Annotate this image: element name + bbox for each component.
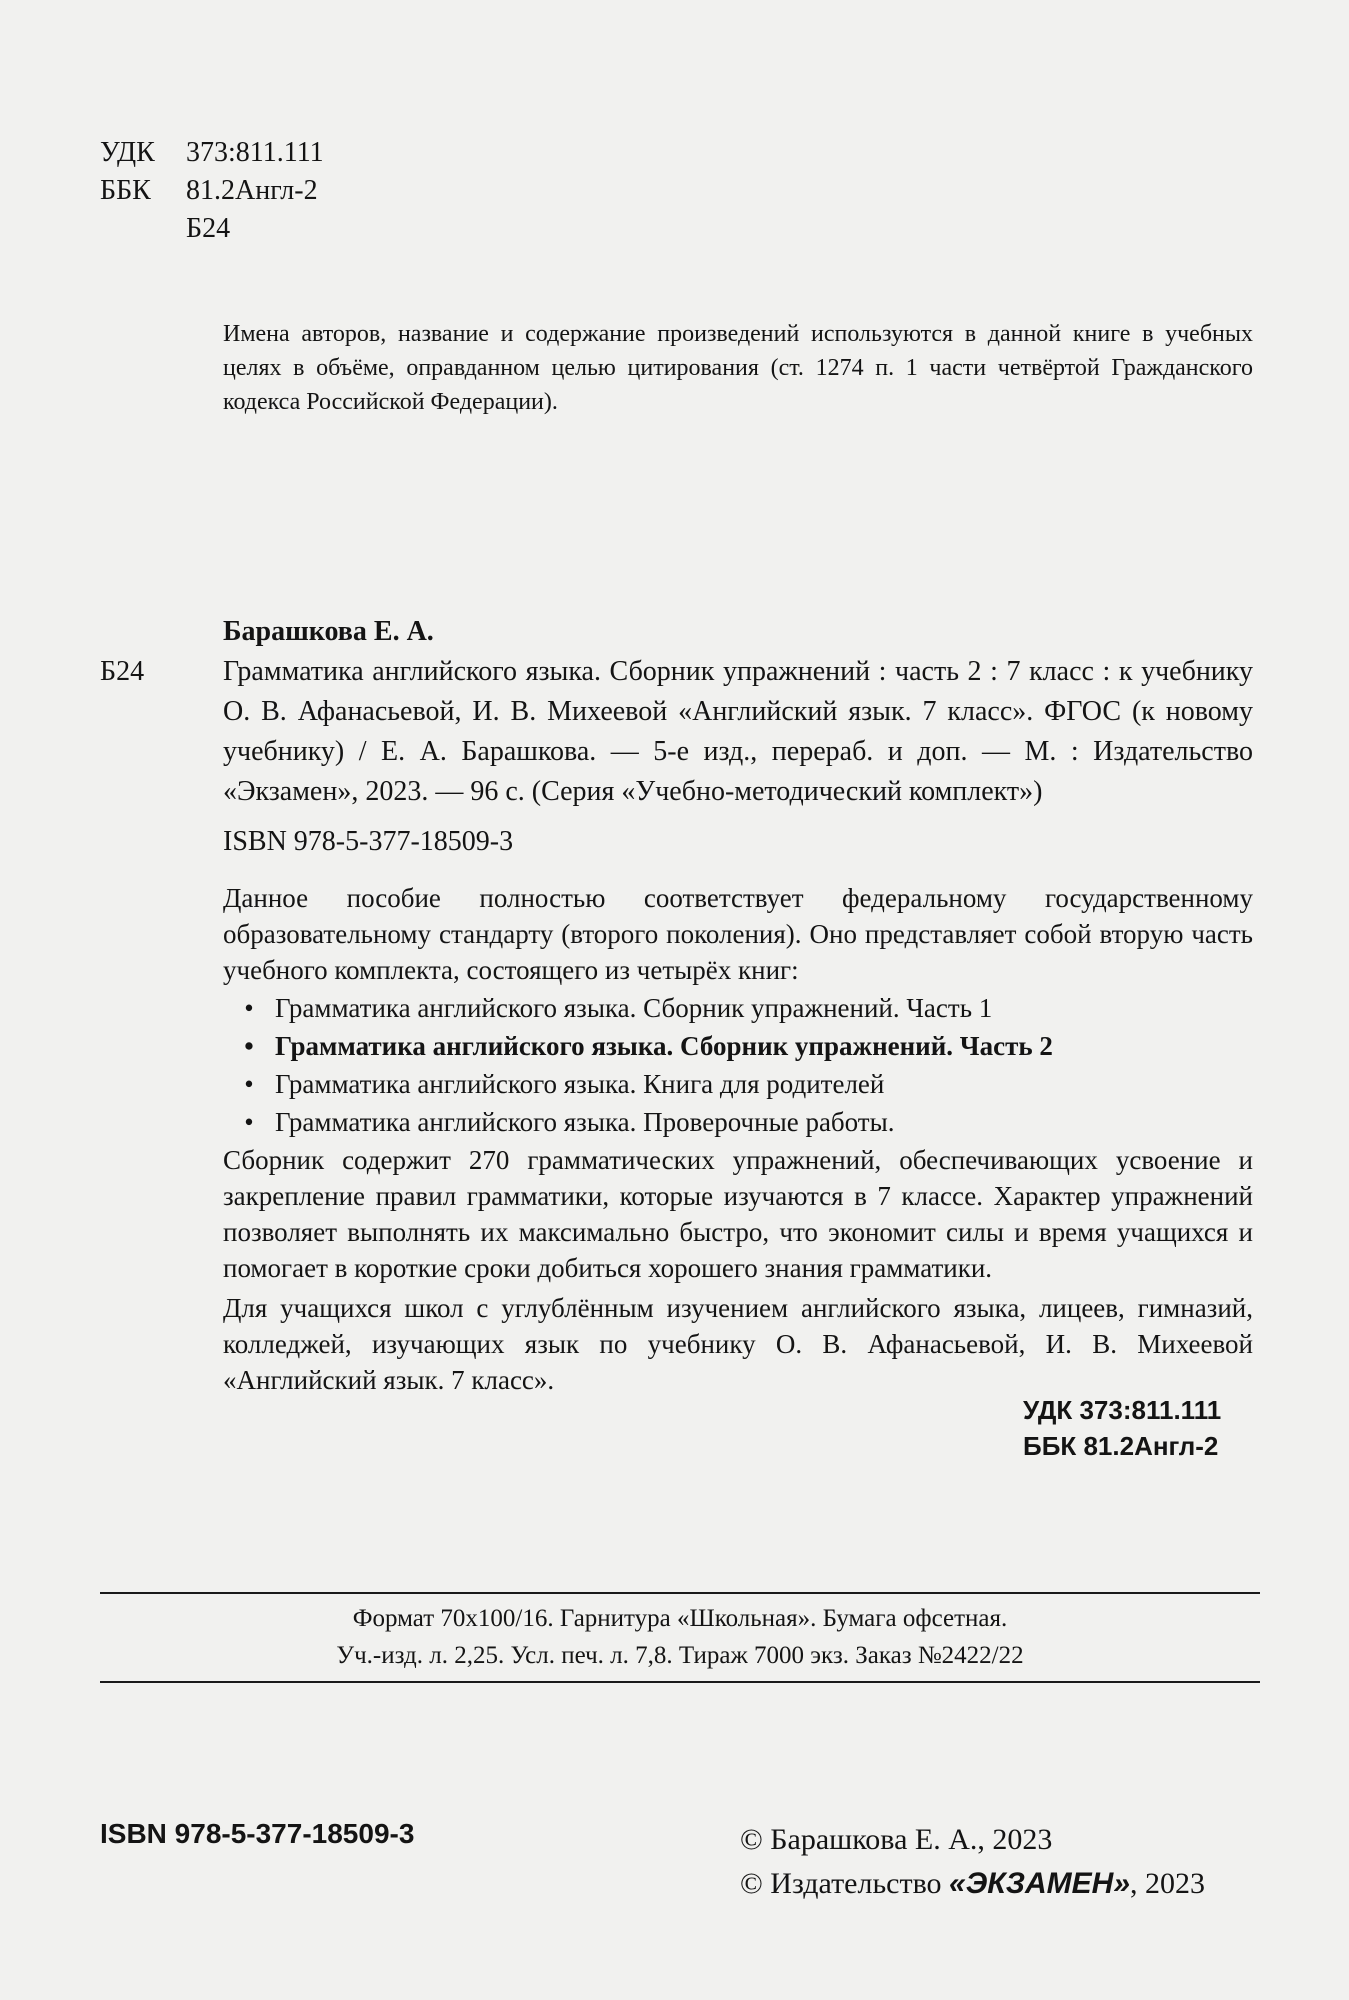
catalog-author: Барашкова Е. А. bbox=[223, 616, 434, 647]
bbk-row bbox=[100, 172, 324, 210]
copyright-author: © Барашкова Е. А., 2023 bbox=[740, 1823, 1053, 1856]
annotation-intro: Данное пособие полностью соответствует федеральному государственному образовательному стандарту (второго поколения). Оно представляет собой вторую часть учебного комплекта, состоящего из четырёх книг: bbox=[223, 883, 1253, 985]
footer-copyrights bbox=[740, 1818, 1205, 1906]
imprint-bottom-rule bbox=[100, 1681, 1260, 1683]
book-title: Грамматика английского языка. Книга для родителей bbox=[275, 1069, 885, 1099]
annotation-audience: Для учащихся школ с углублённым изучением английского языка, лицеев, гимназий, колледжей, изучающих язык по учебнику О. В. Афанасьевой, И. В. Михеевой «Английский язык. 7 класс». bbox=[223, 1293, 1253, 1395]
header-codes bbox=[100, 134, 324, 248]
author-mark: Б24 bbox=[186, 213, 231, 244]
copyright-notice: Имена авторов, название и содержание произведений используются в данной книге в учебных целях в объёме, оправданном целью цитирования (ст. 1274 п. 1 части четвёртой Гражданского кодекса Российской Федерации). bbox=[223, 321, 1253, 415]
bbk-label: ББК bbox=[100, 175, 151, 206]
imprint-top-rule bbox=[100, 1592, 1260, 1594]
annotation-contents: Сборник содержит 270 грамматических упражнений, обеспечивающих усвоение и закрепление правил грамматики, которые изучаются в 7 классе. Характер упражнений позволяет выполнять их максимально быстро, что экономит силы и время учащихся и помогает в короткие сроки добиться хорошего знания грамматики. bbox=[223, 1145, 1253, 1283]
book-title: Грамматика английского языка. Сборник упражнений. Часть 2 bbox=[275, 1031, 1053, 1061]
catalog-entry bbox=[100, 652, 1253, 812]
bbk-value: 81.2Англ-2 bbox=[186, 175, 318, 206]
bottom-udk: УДК 373:811.111 bbox=[1023, 1395, 1222, 1425]
copyright-publisher bbox=[740, 1862, 1205, 1906]
bullet-icon: • bbox=[244, 1107, 254, 1137]
catalog-card bbox=[100, 612, 1253, 1398]
imprint-line-1: Формат 70х100/16. Гарнитура «Школьная». Бумага офсетная. bbox=[352, 1605, 1008, 1632]
book-list bbox=[223, 990, 1253, 1140]
book-list-item bbox=[223, 1104, 1253, 1140]
book-list-item bbox=[223, 1066, 1253, 1102]
bullet-icon: • bbox=[244, 1031, 254, 1061]
bottom-bbk: ББК 81.2Англ-2 bbox=[1023, 1431, 1219, 1461]
udk-value: 373:811.111 bbox=[186, 137, 324, 168]
annotation bbox=[223, 880, 1253, 1398]
bottom-codes bbox=[1023, 1392, 1221, 1464]
udk-label: УДК bbox=[100, 137, 155, 168]
catalog-description: Грамматика английского языка. Сборник упражнений : часть 2 : 7 класс : к учебнику О. В. Афанасьевой, И. В. Михеевой «Английский язык. 7 класс». ФГОС (к новому учебнику) / Е. А. Барашкова. — 5-е изд., перераб. и доп. — М. : Издательство «Экзамен», 2023. — 96 с. (Серия «Учебно-методический комплект») bbox=[223, 656, 1253, 807]
author-mark-row bbox=[100, 210, 324, 248]
bullet-icon: • bbox=[244, 1069, 254, 1099]
publisher-name: «ЭКЗАМЕН» bbox=[949, 1867, 1131, 1900]
udk-row bbox=[100, 134, 324, 172]
copyright-publisher-prefix: © Издательство bbox=[740, 1867, 950, 1900]
book-title: Грамматика английского языка. Сборник упражнений. Часть 1 bbox=[275, 993, 993, 1023]
catalog-isbn: ISBN 978-5-377-18509-3 bbox=[223, 826, 514, 857]
book-list-item-current bbox=[223, 1028, 1253, 1064]
catalog-mark: Б24 bbox=[100, 656, 145, 687]
bullet-icon: • bbox=[244, 993, 254, 1023]
book-title: Грамматика английского языка. Проверочные работы. bbox=[275, 1107, 895, 1137]
imprint-line-2: Уч.-изд. л. 2,25. Усл. печ. л. 7,8. Тираж 7000 экз. Заказ №2422/22 bbox=[336, 1642, 1024, 1669]
book-list-item bbox=[223, 990, 1253, 1026]
copyright-publisher-suffix: , 2023 bbox=[1130, 1867, 1206, 1900]
footer-isbn: ISBN 978-5-377-18509-3 bbox=[100, 1818, 415, 1849]
